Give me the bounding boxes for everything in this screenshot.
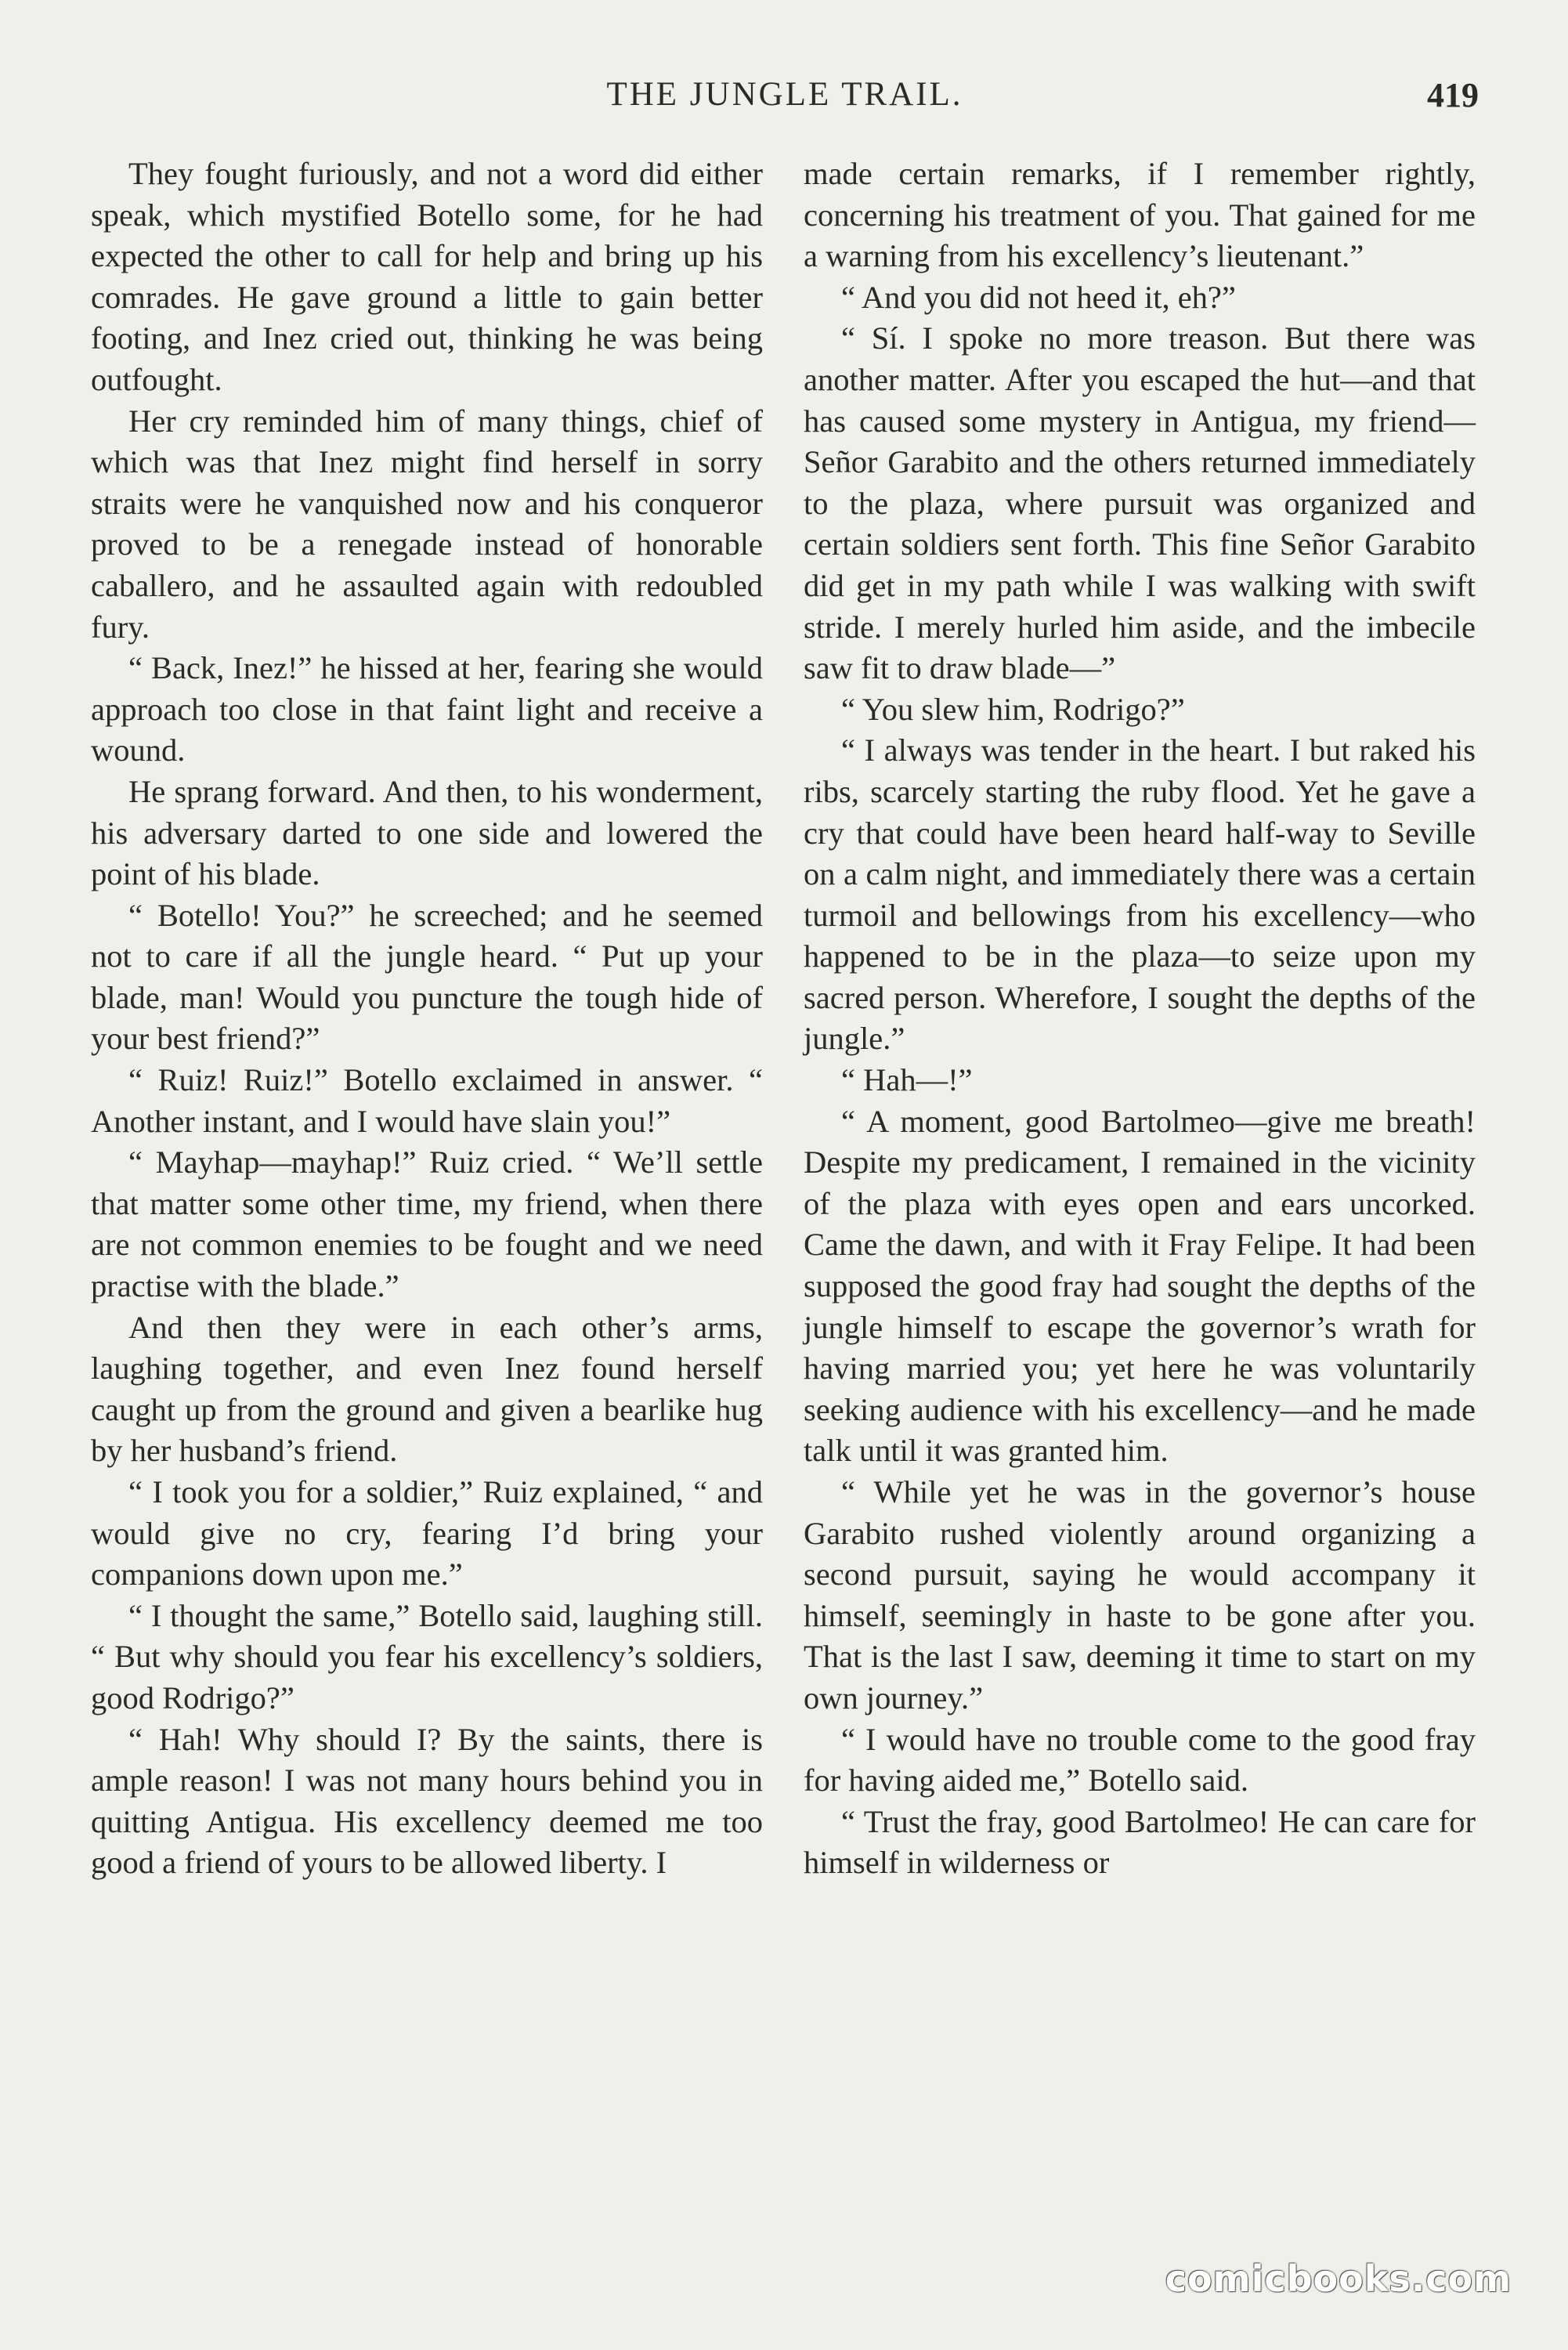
paragraph: Her cry reminded him of many things, chief of which was that Inez might find herself in sorry straits were he vanquished now and his conqueror proved to be a renegade instead of honorable caballero, and he assaulted again with redoubled fury. [91, 403, 763, 645]
paragraph: “ Hah! Why should I? By the saints, there is ample reason! I was not many hours behind you in quitting Antigua. His excellency deemed me too good a friend of yours to be allowed liberty. I [91, 1721, 763, 1881]
paragraph: “ And you did not heed it, eh?” [841, 279, 1236, 315]
paragraph: “ I would have no trouble come to the good fray for having aided me,” Botello said. [804, 1721, 1476, 1799]
paragraph: made certain remarks, if I remember rightly, concerning his treatment of you. That gained for me a warning from his excellency’s lieutenant.” [804, 156, 1476, 274]
left-column [91, 154, 763, 1884]
paragraph: “ Back, Inez!” he hissed at her, fearing she would approach too close in that faint light and receive a wound. [91, 650, 763, 768]
paragraph: “ I took you for a soldier,” Ruiz explained, “ and would give no cry, fearing I’d bring your companions down upon me.” [91, 1474, 763, 1593]
running-title: THE JUNGLE TRAIL. [606, 76, 963, 113]
paragraph: “ Sí. I spoke no more treason. But there was another matter. After you escaped the hut—and that has caused some mystery in Antigua, my friend—Señor Garabito and the others returned immediately to the plaza, where pursuit was organized and certain soldiers sent forth. This fine Señor Garabito did get in my path while I was walking with swift stride. I merely hurled him aside, and the imbecile saw fit to draw blade—” [804, 320, 1476, 686]
paragraph: “ I thought the same,” Botello said, laughing still. “ But why should you fear his excellency’s soldiers, good Rodrigo?” [91, 1597, 763, 1716]
paragraph: He sprang forward. And then, to his wonderment, his adversary darted to one side and lowered the point of his blade. [91, 773, 763, 892]
right-column [804, 154, 1476, 1884]
paragraph: “ Hah—!” [841, 1062, 973, 1098]
paragraph: “ I always was tender in the heart. I but raked his ribs, scarcely starting the ruby flood. Yet he gave a cry that could have been heard half-way to Seville on a calm night, and immediately there was a certain turmoil and bellowings from his excellency—who happened to be in the plaza—to seize upon my sacred person. Wherefore, I sought the depths of the jungle.” [804, 732, 1476, 1057]
paragraph: “ Trust the fray, good Bartolmeo! He can care for himself in wilderness or [804, 1803, 1476, 1881]
page-number: 419 [1427, 76, 1479, 114]
watermark: comicbooks.com [1165, 2258, 1512, 2300]
paragraph: “ You slew him, Rodrigo?” [841, 691, 1185, 727]
paragraph: They fought furiously, and not a word did either speak, which mystified Botello some, for he had expected the other to call for help and bring up his comrades. He gave ground a little to gain better footing, and Inez cried out, thinking he was being outfought. [91, 156, 763, 397]
paragraph: “ Ruiz! Ruiz!” Botello exclaimed in answer. “ Another instant, and I would have slain you!” [91, 1062, 763, 1139]
paragraph: “ Botello! You?” he screeched; and he seemed not to care if all the jungle heard. “ Put up your blade, man! Would you puncture the tough hide of your best friend?” [91, 897, 763, 1057]
paragraph: “ Mayhap—mayhap!” Ruiz cried. “ We’ll settle that matter some other time, my friend, when there are not common enemies to be fought and we need practise with the blade.” [91, 1144, 763, 1304]
paragraph: “ A moment, good Bartolmeo—give me breath! Despite my predicament, I remained in the vicinity of the plaza with eyes open and ears uncorked. Came the dawn, and with it Fray Felipe. It had been supposed the good fray had sought the depths of the jungle himself to escape the governor’s wrath for having married you; yet here he was voluntarily seeking audience with his excellency—and he made talk until it was granted him. [804, 1103, 1476, 1469]
paragraph: “ While yet he was in the governor’s house Garabito rushed violently around organizing a second pursuit, saying he would accompany it himself, seemingly in haste to be gone after you. That is the last I saw, deeming it time to start on my own journey.” [804, 1474, 1476, 1716]
page-header [91, 75, 1479, 122]
paragraph: And then they were in each other’s arms, laughing together, and even Inez found herself caught up from the ground and given a bearlike hug by her husband’s friend. [91, 1309, 763, 1469]
